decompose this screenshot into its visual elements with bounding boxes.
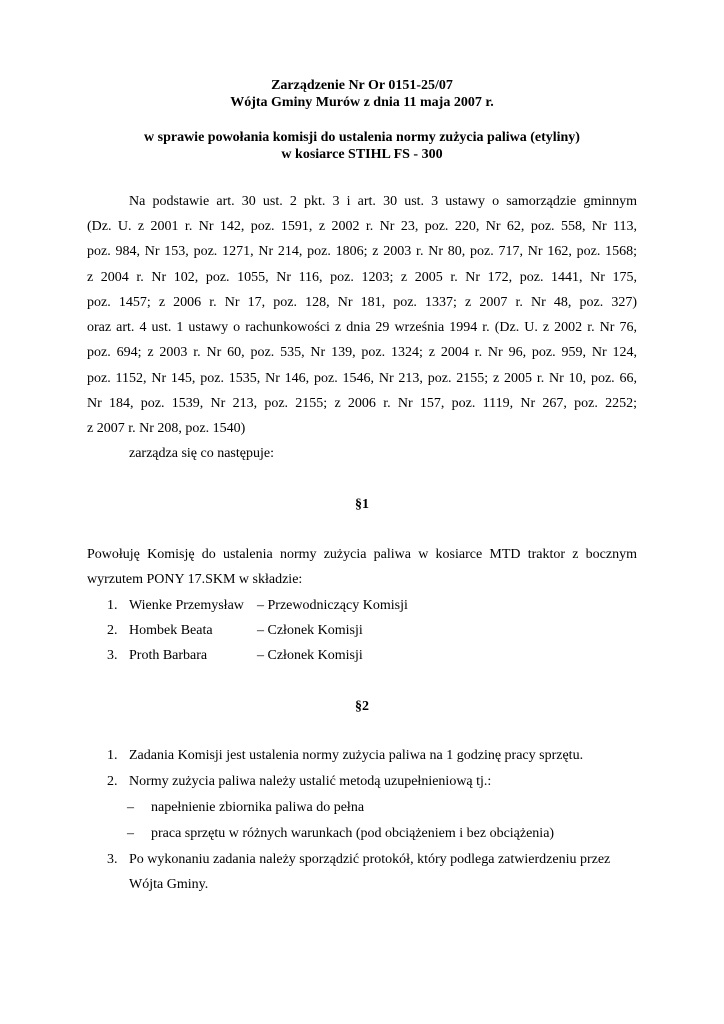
decree-subject-line1: w sprawie powołania komisji do ustalenia normy zużycia paliwa (etyliny) (144, 130, 580, 145)
preamble-line: oraz art. 4 ust. 1 ustawy o rachunkowości z dnia 29 września 1994 r. (Dz. U. z 2002 r. Nr 76, (87, 320, 637, 335)
list-item-text: Normy zużycia paliwa należy ustalić metodą uzupełnieniową tj.: (129, 774, 492, 789)
dash-bullet: – (127, 800, 134, 815)
member-role: – Przewodniczący Komisji (257, 598, 408, 613)
decree-title: Zarządzenie Nr Or 0151-25/07 (271, 78, 453, 93)
list-number: 2. (107, 774, 118, 789)
decree-subject-line2: w kosiarce STIHL FS - 300 (281, 147, 443, 162)
section-heading-1: §1 (355, 497, 369, 512)
sub-item-text: praca sprzętu w różnych warunkach (pod obciążeniem i bez obciążenia) (151, 826, 555, 841)
dash-bullet: – (127, 826, 134, 841)
preamble-line: poz. 694; z 2003 r. Nr 60, poz. 535, Nr 139, poz. 1324; z 2004 r. Nr 96, poz. 959, Nr 124, (87, 345, 637, 360)
list-number: 3. (107, 852, 118, 867)
list-number: 3. (107, 648, 118, 663)
list-item-text-continued: Wójta Gminy. (129, 877, 209, 892)
member-name: Hombek Beata (129, 623, 213, 638)
preamble-line: z 2004 r. Nr 102, poz. 1055, Nr 116, poz. 1203; z 2005 r. Nr 172, poz. 1441, Nr 175, (87, 270, 637, 285)
preamble-line: poz. 984, Nr 153, poz. 1271, Nr 214, poz. 1806; z 2003 r. Nr 80, poz. 717, Nr 162, poz. 1568; (87, 244, 637, 259)
list-item-text: Zadania Komisji jest ustalenia normy zużycia paliwa na 1 godzinę pracy sprzętu. (129, 748, 584, 763)
preamble-line: (Dz. U. z 2001 r. Nr 142, poz. 1591, z 2002 r. Nr 23, poz. 220, Nr 62, poz. 558, Nr 113, (87, 219, 637, 234)
member-name: Wienke Przemysław (129, 598, 244, 613)
decree-clause: zarządza się co następuje: (129, 446, 274, 461)
section-heading-2: §2 (355, 699, 369, 714)
member-name: Proth Barbara (129, 648, 208, 663)
section1-intro-line: Powołuję Komisję do ustalenia normy zużycia paliwa w kosiarce MTD traktor z bocznym (87, 547, 637, 562)
preamble-line: z 2007 r. Nr 208, poz. 1540) (87, 421, 246, 436)
list-item-text: Po wykonaniu zadania należy sporządzić protokół, który podlega zatwierdzeniu przez (129, 852, 611, 867)
preamble-line: poz. 1457; z 2006 r. Nr 17, poz. 128, Nr 181, poz. 1337; z 2007 r. Nr 48, poz. 327) (87, 295, 637, 310)
list-number: 1. (107, 598, 118, 613)
member-role: – Członek Komisji (257, 623, 363, 638)
preamble-line: poz. 1152, Nr 145, poz. 1535, Nr 146, poz. 1546, Nr 213, poz. 2155; z 2005 r. Nr 10, poz. 66, (87, 371, 637, 386)
preamble-line: Nr 184, poz. 1539, Nr 213, poz. 2155; z 2006 r. Nr 157, poz. 1119, Nr 267, poz. 2252; (87, 396, 637, 411)
list-number: 1. (107, 748, 118, 763)
list-number: 2. (107, 623, 118, 638)
member-role: – Członek Komisji (257, 648, 363, 663)
preamble-line: Na podstawie art. 30 ust. 2 pkt. 3 i art. 30 ust. 3 ustawy o samorządzie gminnym (129, 194, 637, 209)
section1-intro-line: wyrzutem PONY 17.SKM w składzie: (87, 572, 303, 587)
sub-item-text: napełnienie zbiornika paliwa do pełna (151, 800, 365, 815)
decree-issuer-date: Wójta Gminy Murów z dnia 11 maja 2007 r. (230, 95, 494, 110)
